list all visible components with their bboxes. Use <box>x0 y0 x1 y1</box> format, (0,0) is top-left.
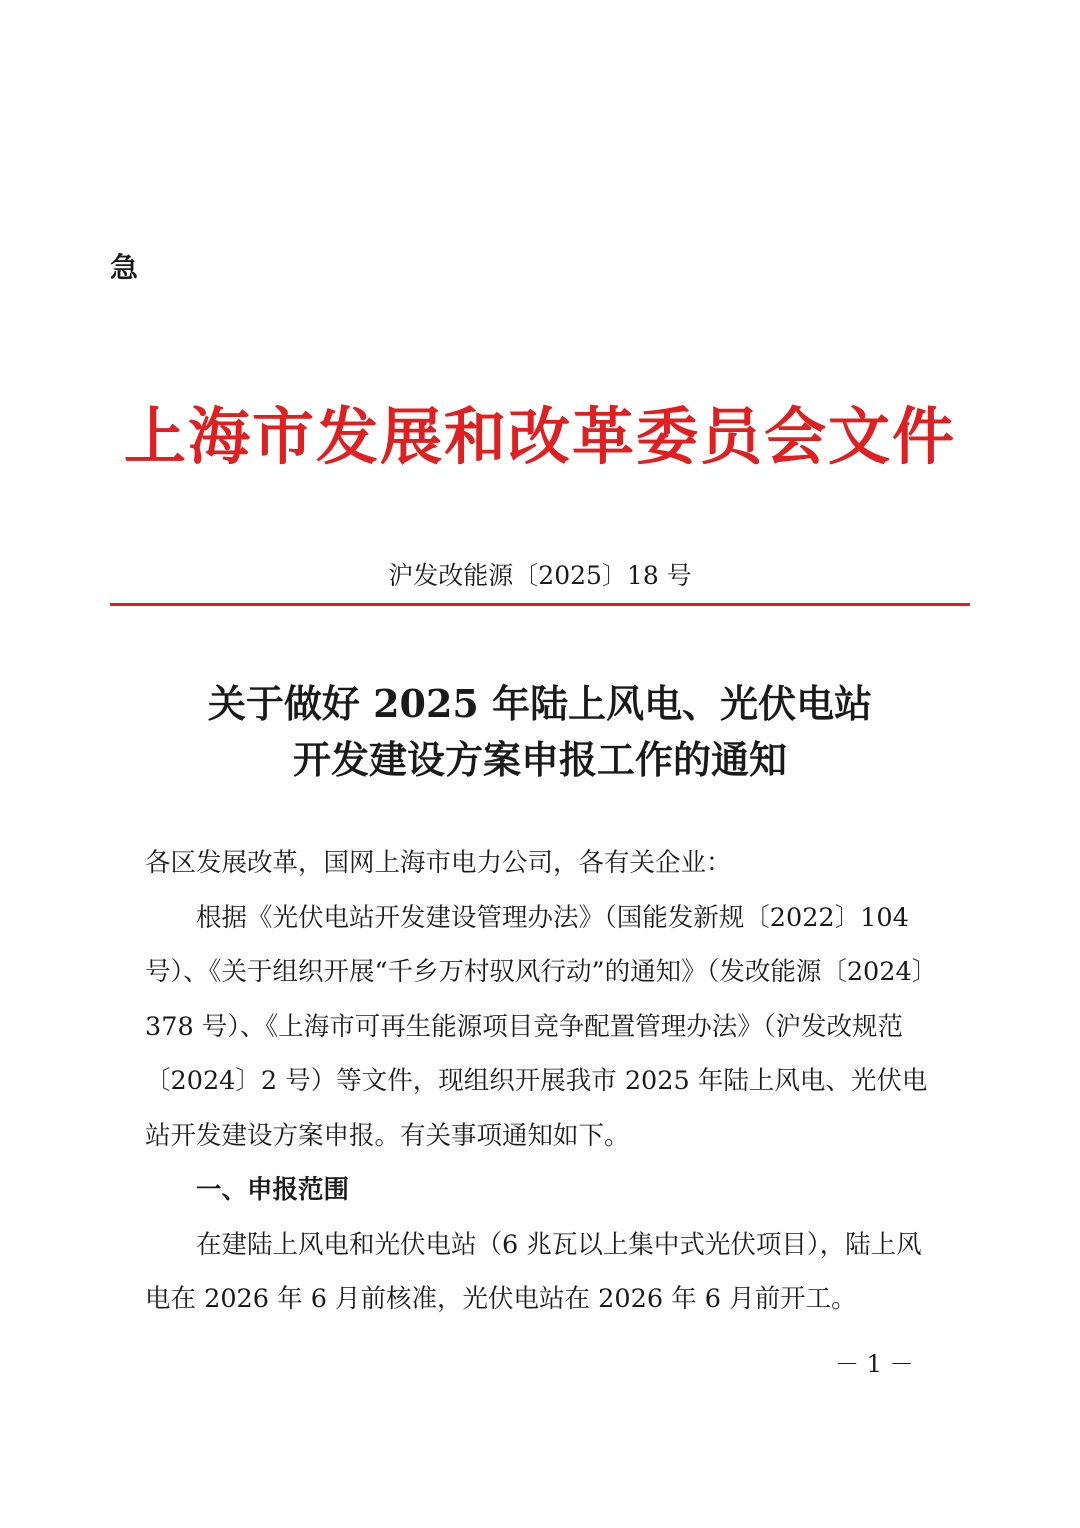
issuer-header: 上海市发展和改革委员会文件 <box>123 400 956 473</box>
body-paragraph-1: 根据《光伏电站开发建设管理办法》（国能发新规〔2022〕104 号）、《关于组织开展“千乡万村驭风行动”的通知》（发改能源〔2024〕378 号）、《上海市可再生能源项目竞争配置管理办法》（沪发改规范〔2024〕2 号）等文件，现组织开展我市 2025 年陆上风电、光伏电站开发建设方案申报。有关事项通知如下。 <box>145 902 938 1151</box>
document-title-line2: 开发建设方案申报工作的通知 <box>292 737 787 782</box>
page-number: － 1 － <box>835 1350 914 1378</box>
body-paragraph-2: 在建陆上风电和光伏电站（6 兆瓦以上集中式光伏项目），陆上风电在 2026 年 6 月前核准，光伏电站在 2026 年 6 月前开工。 <box>145 1229 922 1314</box>
salutation: 各区发展改革，国网上海市电力公司，各有关企业： <box>145 848 732 878</box>
document-number: 沪发改能源〔2025〕18 号 <box>388 561 692 590</box>
document-body <box>145 836 945 1327</box>
urgency-mark: 急 <box>110 251 139 284</box>
document-title <box>0 676 1080 788</box>
section-heading-1: 一、申报范围 <box>196 1175 350 1205</box>
document-title-line1: 关于做好 2025 年陆上风电、光伏电站 <box>207 681 873 726</box>
red-divider <box>110 603 970 606</box>
